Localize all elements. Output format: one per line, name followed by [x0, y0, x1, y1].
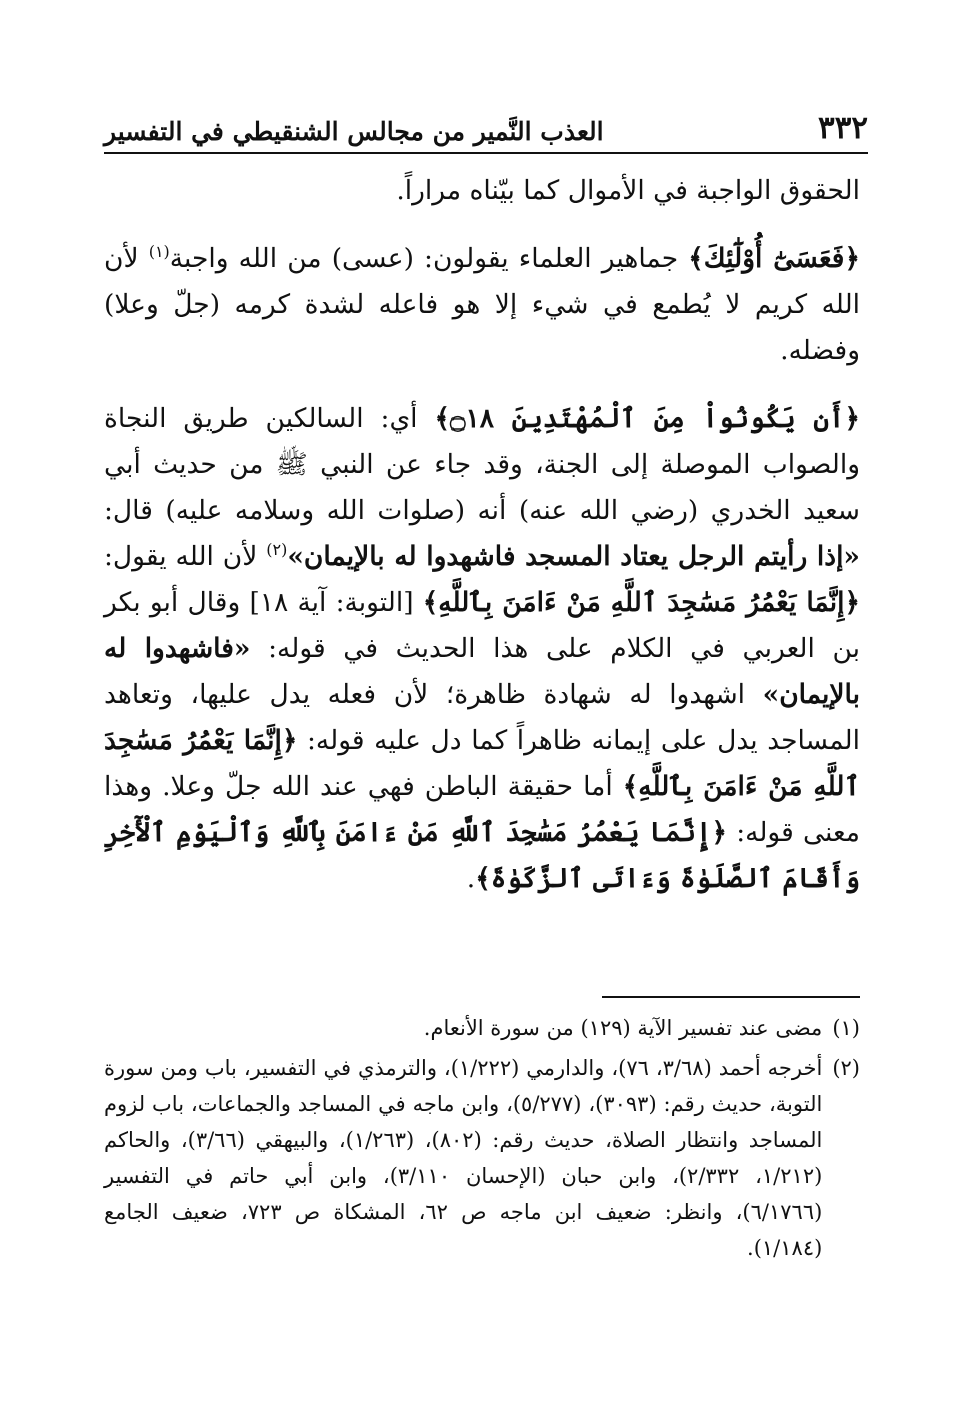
quran-verse: ﴿إِنَّمَا يَعْمُرُ مَسَٰجِدَ ٱللَّهِ مَنْ ءَامَنَ بِٱللَّهِ﴾ [422, 587, 860, 618]
paragraph-text: . [466, 863, 476, 894]
footnote-text: مضى عند تفسير الآية (١٢٩) من سورة الأنعام. [423, 1016, 823, 1040]
hadith-quote: «فاشهدوا له بالإيمان» [104, 633, 860, 710]
running-title: العذب النَّمير من مجالس الشنقيطي في التفسير [104, 117, 604, 146]
footnote-number: (٢) [832, 1056, 860, 1080]
quran-verse: ﴿إِنَّمَا يَعْمُرُ مَسَٰجِدَ ٱللَّهِ مَنْ ءَامَنَ بِٱللَّهِ﴾ [104, 725, 860, 802]
paragraph-3 [104, 396, 860, 902]
footnote-separator [602, 996, 860, 998]
footnote-number: (١) [832, 1016, 860, 1040]
main-text [104, 168, 860, 924]
quran-verse: ﴿فَعَسَىٰٓ أُوْلَٰٓئِكَ﴾ [688, 243, 860, 274]
paragraph-text: جماهير العلماء يقولون: (عسى) من الله واجبة [169, 243, 689, 274]
footnote-text: أخرجه أحمد (٣/٦٨، ٧٦)، والدارمي (١/٢٢٢)، والترمذي في التفسير، باب ومن سورة التوبة، حديث رقم: (٣٠٩٣)، (٥/٢٧٧)، وابن ماجه في المساجد والجماعات، باب لزوم المساجد وانتظار الصلاة، حديث رقم: (٨٠٢)، (١/٢٦٣)، والبيهقي (٣/٦٦)، والحاكم (١/٢١٢، ٢/٣٣٢)، وابن حبان (الإحسان ٣/١١٠)، وابن أبي حاتم في التفسير (٦/١٧٦٦)، وانظر: ضعيف ابن ماجه ص ٦٢، المشكاة ص ٧٢٣، ضعيف الجامع (١/١٨٤). [104, 1056, 823, 1260]
quran-verse: ﴿أَن يَكُونُواْ مِنَ ٱلْمُهْتَدِينَ ۝١٨﴾ [434, 403, 860, 434]
paragraph-2 [104, 236, 860, 374]
footnotes [104, 1010, 860, 1270]
footnote-2 [104, 1050, 860, 1266]
paragraph-text: أي: السالكين طريق النجاة والصواب الموصلة إلى الجنة، وقد جاء عن النبي ﷺ من حديث أبي سعيد الخدري (رضي الله عنه) أنه (صلوات الله وسلامه عليه) قال: [104, 403, 860, 526]
footnote-ref-1[interactable]: (١) [148, 242, 170, 262]
hadith-quote: «إذا رأيتم الرجل يعتاد المسجد فاشهدوا له بالإيمان» [287, 541, 860, 572]
paragraph-text: لأن الله كريم لا يُطمع في شيء إلا هو فاعله لشدة كرمه (جلّ وعلا) وفضله. [104, 243, 860, 366]
footnote-ref-2[interactable]: (٢) [266, 540, 288, 560]
page-header [104, 96, 868, 154]
paragraph-text: لأن الله يقول: [104, 541, 267, 572]
footnote-1 [104, 1010, 860, 1046]
paragraph-text: [التوبة: آية ١٨] وقال أبو بكر بن العربي في الكلام على هذا الحديث في قوله: [104, 587, 860, 664]
paragraph-text: اشهدوا له شهادة ظاهرة؛ لأن فعله يدل عليها، وتعاهد المساجد يدل على إيمانه ظاهراً كما دل عليه قوله: [104, 679, 860, 756]
quran-verse: ﴿إِنَّمَا يَعْمُرُ مَسَٰجِدَ ٱللَّهِ مَنْ ءَامَنَ بِٱللَّهِ وَٱلْيَوْمِ ٱلْأٓخِرِ وَأَقَامَ ٱلصَّلَوٰةَ وَءَاتَى ٱلزَّكَوٰةَ﴾ [104, 817, 860, 894]
paragraph-1: الحقوق الواجبة في الأموال كما بيّناه مراراً. [396, 175, 860, 206]
paragraph-text: أما حقيقة الباطن فهي عند الله جلّ وعلا. وهذا معنى قوله: [104, 771, 861, 848]
page-number: ٣٣٢ [818, 110, 868, 146]
